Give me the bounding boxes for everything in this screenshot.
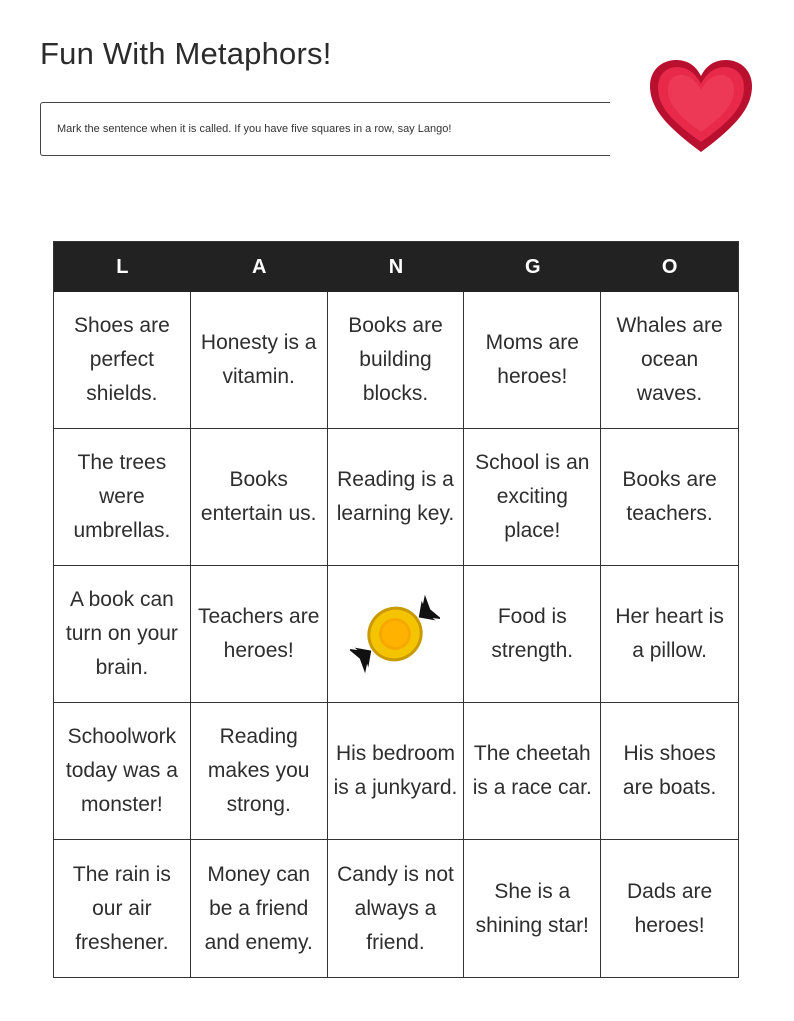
heart-icon — [646, 56, 756, 156]
cell-text: His bedroom is a junkyard. — [333, 742, 458, 799]
cell-text: The trees were umbrellas. — [73, 451, 171, 542]
board-cell[interactable] — [54, 429, 191, 566]
cell-text: Shoes are perfect shields. — [74, 314, 170, 405]
board-cell[interactable] — [601, 292, 738, 429]
cell-text: Books are building blocks. — [348, 314, 443, 405]
cell-text: Books entertain us. — [200, 468, 317, 525]
board-cell[interactable] — [601, 429, 738, 566]
cell-text: School is an exciting place! — [475, 451, 590, 542]
cell-text: Candy is not always a friend. — [337, 862, 454, 954]
cell-text: Food is strength. — [491, 605, 574, 662]
instructions-box — [40, 102, 610, 156]
board-cell[interactable] — [328, 429, 465, 566]
board-cell[interactable] — [54, 703, 191, 840]
board-cell[interactable] — [191, 429, 328, 566]
header-letter-n: N — [388, 255, 404, 278]
cell-text: She is a shining star! — [475, 879, 589, 937]
board-header — [54, 242, 738, 292]
board-cell[interactable] — [464, 429, 601, 566]
cell-text: Honesty is a vitamin. — [200, 331, 317, 388]
board-cell[interactable] — [191, 703, 328, 840]
board-cell[interactable] — [464, 703, 601, 840]
header-letter-o: O — [661, 255, 678, 278]
candy-icon — [350, 589, 440, 679]
board-cell[interactable] — [464, 292, 601, 429]
cell-text: His shoes are boats. — [622, 742, 717, 799]
cell-text: Reading makes you strong. — [207, 725, 310, 816]
board-grid — [54, 292, 738, 977]
cell-text: Dads are heroes! — [626, 879, 713, 937]
board-cell[interactable] — [601, 840, 738, 977]
header-letter-a: A — [251, 255, 267, 278]
board-cell[interactable] — [601, 703, 738, 840]
cell-text: The cheetah is a race car. — [472, 742, 592, 799]
cell-text: Moms are heroes! — [485, 331, 579, 388]
board-cell[interactable] — [328, 840, 465, 977]
free-space-cell[interactable] — [328, 566, 465, 703]
cell-text: Whales are ocean waves. — [616, 314, 723, 405]
cell-text: Teachers are heroes! — [197, 605, 320, 662]
cell-text: The rain is our air freshener. — [72, 862, 171, 954]
cell-text: Books are teachers. — [622, 468, 717, 525]
board-cell[interactable] — [191, 566, 328, 703]
board-cell[interactable] — [191, 292, 328, 429]
cell-text: A book can turn on your brain. — [65, 588, 178, 679]
lango-board — [53, 241, 739, 978]
instructions-text: Mark the sentence when it is called. If you have five squares in a row, say Lango! — [57, 123, 452, 135]
board-cell[interactable] — [328, 292, 465, 429]
board-cell[interactable] — [601, 566, 738, 703]
cell-text: Schoolwork today was a monster! — [65, 725, 178, 816]
cell-text: Her heart is a pillow. — [615, 605, 724, 662]
cell-text: Money can be a friend and enemy. — [204, 862, 313, 954]
board-cell[interactable] — [54, 840, 191, 977]
page-title: Fun With Metaphors! — [40, 36, 332, 71]
board-cell[interactable] — [54, 566, 191, 703]
header-letter-g: G — [525, 255, 541, 278]
board-cell[interactable] — [191, 840, 328, 977]
board-cell[interactable] — [464, 840, 601, 977]
board-cell[interactable] — [54, 292, 191, 429]
board-cell[interactable] — [328, 703, 465, 840]
cell-text: Reading is a learning key. — [336, 468, 455, 525]
header-letter-l: L — [116, 255, 129, 278]
board-cell[interactable] — [464, 566, 601, 703]
